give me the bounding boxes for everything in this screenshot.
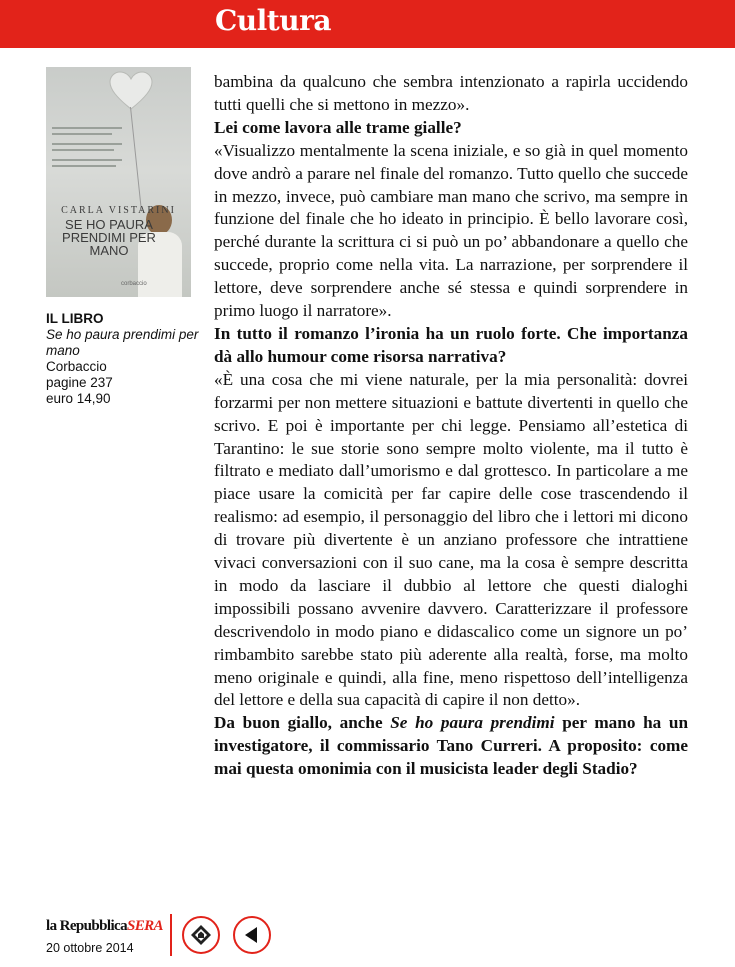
- book-cover-image: [46, 67, 191, 297]
- newspaper-logo: [46, 918, 163, 935]
- cover-blurb-line: [52, 133, 112, 135]
- logo-main: la Repubblica: [46, 918, 127, 934]
- cover-blurb-line: [52, 165, 116, 167]
- interview-question: Lei come lavora alle trame gialle?: [214, 117, 462, 137]
- question-text: per mano ha un investigatore, il commissario Tano Curreri. A proposito: come mai questa omonimia con il musicista leader degli Stadio?: [214, 713, 688, 779]
- interview-question: In tutto il romanzo l’ironia ha un ruolo forte. Che importanza dà allo humour come risorsa narrativa?: [214, 323, 688, 366]
- cover-author: CARLA VISTARINI: [61, 205, 176, 216]
- book-info-box: [46, 311, 206, 407]
- section-header: [0, 0, 735, 48]
- cover-blurb-line: [52, 149, 114, 151]
- section-title: Cultura: [215, 4, 331, 37]
- footer-divider: [170, 914, 172, 956]
- cover-blurb-line: [52, 159, 122, 161]
- cover-blurb-line: [52, 143, 122, 145]
- interview-answer: «Visualizzo mentalmente la scena iniziale, e so già in quel momento dove andrò a parare nel finale del romanzo. Tutto quello che succede in mezzo, invece, può cambiare man mano che scrivo, ma sempre in funzione del finale che ho ideato in principio. È bello lavorare così, perché durante la scrittura ci si può un po’ abbandonare a quello che succede, proprio come nella vita. La narrazione, per sorprendere il lettore, deve sorprendere anche sé stessa e quindi sorprendere in primo luogo il narratore».: [214, 140, 688, 321]
- home-icon: [189, 923, 213, 947]
- home-button[interactable]: [182, 916, 220, 954]
- cover-blurb-line: [52, 127, 122, 129]
- book-info-label: IL LIBRO: [46, 311, 104, 326]
- issue-date: 20 ottobre 2014: [46, 941, 134, 955]
- book-info-pages: pagine 237: [46, 375, 113, 390]
- cover-publisher: corbaccio: [121, 281, 147, 287]
- book-info-title: Se ho paura prendimi per mano: [46, 327, 199, 358]
- heart-balloon-icon: [108, 71, 154, 111]
- cover-title: SE HO PAURA PRENDIMI PER MANO: [62, 217, 156, 258]
- logo-sera: SERA: [126, 918, 163, 934]
- interview-question: [214, 712, 688, 781]
- book-title-italic: Se ho paura prendimi: [390, 713, 555, 733]
- article-paragraph: bambina da qualcuno che sembra intenzionato a rapirla uccidendo tutti quelli che si mettono in mezzo».: [214, 72, 688, 114]
- interview-answer: «È una cosa che mi viene naturale, per la mia personalità: dovrei forzarmi per non mettere situazioni e battute divertenti in quello che scrivo. E poi è importante per chi legge. Pensiamo all’estetica di Tarantino: le sue storie sono sempre molto violente, ma il tutto è filtrato e mediato dall’umorismo e dal grottesco. In particolare a me piace usare la comicità per far capire delle cose trascendendo il realismo: ad esempio, il personaggio del libro che i lettori mi dicono di trovare più divertente è un anziano professore che intrattiene vivaci conversazioni con il suo cane, ma la cosa è sempre descritta in modo da lasciare il dubbio al lettore che questi dialoghi impossibili possano avvenire davvero. Caratterizzare il professore descrivendolo in modo piano e didascalico come un signore un po’ rimbambito sarebbe stato più aderente alla realtà, forse, ma molto meno originale e quindi, alla fine, meno rispettoso dell’intelligenza del lettore e della sua capacità di capire il non detto».: [214, 369, 688, 710]
- question-text: Da buon giallo, anche: [214, 713, 391, 733]
- book-info-publisher: Corbaccio: [46, 359, 107, 374]
- back-arrow-icon: [241, 924, 263, 946]
- book-info-price: euro 14,90: [46, 391, 111, 406]
- balloon-string: [130, 107, 142, 212]
- back-button[interactable]: [233, 916, 271, 954]
- article-body: [214, 71, 688, 781]
